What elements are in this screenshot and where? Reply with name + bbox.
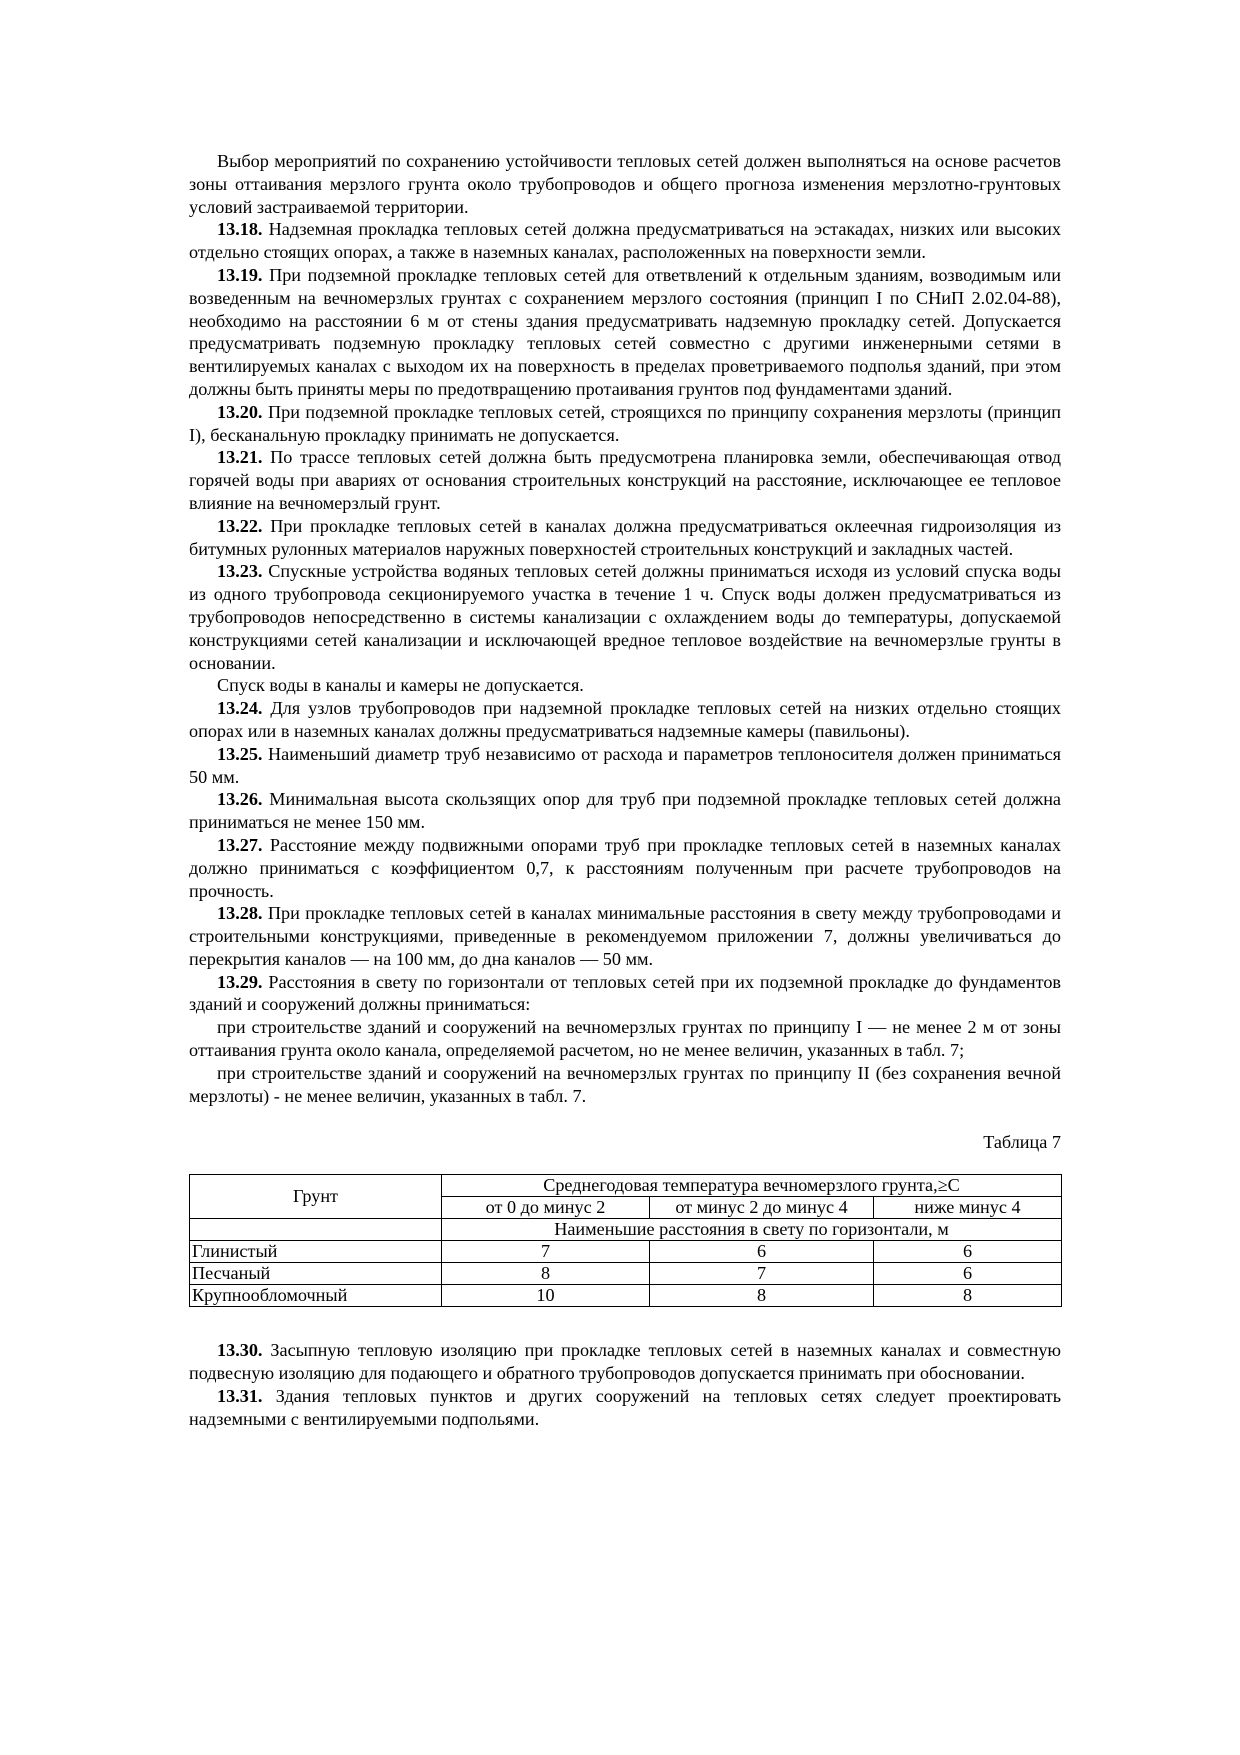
paragraph: 13.26. Минимальная высота скользящих опор для труб при подземной прокладке тепловых сетей должна приниматься не менее 150 мм. [189, 789, 1062, 833]
paragraph: Спуск воды в каналы и камеры не допускается. [217, 675, 584, 696]
clause-number: 13.24. [217, 698, 263, 719]
cell-value: 8 [874, 1285, 1062, 1307]
cell-value: 7 [442, 1241, 650, 1263]
paragraph: 13.28. При прокладке тепловых сетей в каналах минимальные расстояния в свету между трубопроводами и строительными конструкциями, приведенные в рекомендуемом приложении 7, должны увеличиваться до перекрытия каналов — на 100 мм, до дна каналов — 50 мм. [189, 903, 1062, 969]
clause-number: 13.26. [217, 789, 263, 810]
table-7 [189, 1174, 1062, 1307]
clause-number: 13.31. [217, 1385, 263, 1406]
paragraphs-before [189, 150, 1061, 1107]
paragraph: 13.20. При подземной прокладке тепловых сетей, строящихся по принципу сохранения мерзлоты (принцип I), бесканальную прокладку принимать не допускается. [189, 401, 1062, 445]
paragraph: 13.31. Здания тепловых пунктов и других сооружений на тепловых сетях следует проектировать надземными с вентилируемыми подпольями. [189, 1385, 1061, 1429]
table-row [190, 1285, 1062, 1307]
paragraph: при строительстве зданий и сооружений на вечномерзлых грунтах по принципу II (без сохранения вечной мерзлоты) - не менее величин, указанных в табл. 7. [189, 1062, 1061, 1106]
cell-value: 6 [874, 1241, 1062, 1263]
paragraph: 13.19. При подземной прокладке тепловых сетей для ответвлений к отдельным зданиям, возводимым или возведенным на вечномерзлых грунтах с сохранением мерзлого состояния (принцип I по СНиП 2.02.04-88), необходимо на расстоянии 6 м от стены здания предусматривать надземную прокладку сетей. Допускается предусматривать подземную прокладку тепловых сетей совместно с другими инженерными сетями в вентилируемых каналах с выходом их на поверхность в пределах проветриваемого подполья зданий, при этом должны быть приняты меры по предотвращению протаивания грунтов под фундаментами зданий. [189, 264, 1061, 399]
header-range: от минус 2 до минус 4 [650, 1197, 874, 1219]
header-soil: Грунт [190, 1175, 442, 1219]
clause-number: 13.25. [217, 743, 263, 764]
cell-value: 7 [650, 1263, 874, 1285]
document-page [189, 150, 1061, 1430]
cell-soil: Песчаный [190, 1263, 442, 1285]
clause-number: 13.27. [217, 834, 263, 855]
header-temperature: Среднегодовая температура вечномерзлого грунта,≥С [442, 1175, 1062, 1197]
paragraph: 13.24. Для узлов трубопроводов при надземной прокладке тепловых сетей на низких отдельно стоящих опорах или в наземных каналах должны предусматриваться надземные камеры (павильоны). [189, 698, 1061, 741]
paragraph: при строительстве зданий и сооружений на вечномерзлых грунтах по принципу I — не менее 2 м от зоны оттаивания грунта около канала, определяемой расчетом, но не менее величин, указанных в табл. 7; [189, 1017, 1061, 1061]
paragraph: 13.21. По трассе тепловых сетей должна быть предусмотрена планировка земли, обеспечивающая отвод горячей воды при авариях от основания строительных конструкций на расстояние, исключающее ее тепловое влияние на вечномерзлый грунт. [189, 447, 1061, 513]
paragraph: 13.22. При прокладке тепловых сетей в каналах должна предусматриваться оклеечная гидроизоляция из битумных рулонных материалов наружных поверхностей строительных конструкций и закладных частей. [189, 515, 1062, 559]
paragraph: Выбор мероприятий по сохранению устойчивости тепловых сетей должен выполняться на основе расчетов зоны оттаивания мерзлого грунта около трубопроводов и общего прогноза изменения мерзлотно-грунтовых условий застраиваемой территории. [189, 151, 1061, 217]
cell-soil: Крупнообломочный [190, 1285, 442, 1307]
cell-soil: Глинистый [190, 1241, 442, 1263]
header-range: от 0 до минус 2 [442, 1197, 650, 1219]
clause-number: 13.18. [217, 219, 263, 240]
table-caption: Таблица 7 [983, 1132, 1061, 1153]
clause-number: 13.23. [217, 561, 263, 582]
paragraph: 13.30. Засыпную тепловую изоляцию при прокладке тепловых сетей в наземных каналах и совместную подвесную изоляцию для подающего и обратного трубопроводов допускается принимать при обосновании. [189, 1340, 1062, 1384]
table-row [190, 1263, 1062, 1285]
clause-number: 13.19. [217, 264, 263, 285]
paragraph: 13.18. Надземная прокладка тепловых сетей должна предусматриваться на эстакадах, низких или высоких отдельно стоящих опорах, а также в наземных каналах, расположенных на поверхности земли. [189, 219, 1062, 263]
clause-number: 13.20. [217, 401, 263, 422]
clause-number: 13.30. [217, 1340, 263, 1361]
paragraph: 13.27. Расстояние между подвижными опорами труб при прокладке тепловых сетей в наземных каналах должно приниматься с коэффициентом 0,7, к расстояниям полученным при расчете трубопроводов на прочность. [189, 834, 1061, 901]
clause-number: 13.28. [217, 903, 263, 924]
cell-value: 6 [650, 1241, 874, 1263]
paragraph: 13.23. Спускные устройства водяных тепловых сетей должны приниматься исходя из условий спуска воды из одного трубопровода секционируемого участка в течение 1 ч. Спуск воды должен предусматриваться из трубопроводов непосредственно в системы канализации с охлаждением воды до температуры, допускаемой конструкциями сетей канализации и исключающей вредное тепловое воздействие на вечномерзлые грунты в основании. [189, 561, 1062, 673]
cell-value: 8 [650, 1285, 874, 1307]
paragraphs-after [189, 1339, 1061, 1430]
table-header-row [190, 1175, 1062, 1197]
subheader-distances: Наименьшие расстояния в свету по горизонтали, м [442, 1219, 1062, 1241]
cell-value: 6 [874, 1263, 1062, 1285]
cell-value: 10 [442, 1285, 650, 1307]
cell-value: 8 [442, 1263, 650, 1285]
table-row [190, 1241, 1062, 1263]
clause-number: 13.29. [217, 971, 263, 992]
table-subheader-row [190, 1219, 1062, 1241]
clause-number: 13.22. [217, 515, 263, 536]
header-range: ниже минус 4 [874, 1197, 1062, 1219]
paragraph: 13.29. Расстояния в свету по горизонтали от тепловых сетей при их подземной прокладке до фундаментов зданий и сооружений должны приниматься: [189, 971, 1062, 1015]
paragraph: 13.25. Наименьший диаметр труб независимо от расхода и параметров теплоносителя должен приниматься 50 мм. [189, 743, 1061, 787]
clause-number: 13.21. [217, 447, 263, 468]
